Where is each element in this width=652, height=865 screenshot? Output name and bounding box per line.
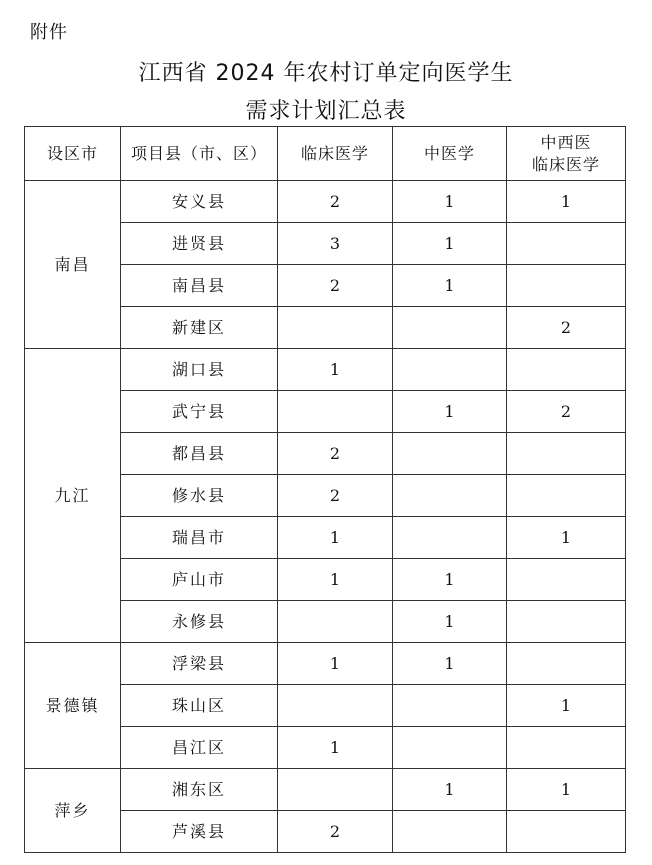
integrated-medicine-cell [507,223,626,265]
clinical-medicine-cell: 2 [278,265,393,307]
tcm-cell [393,349,507,391]
tcm-cell: 1 [393,769,507,811]
city-cell: 九江 [25,349,121,643]
integrated-medicine-cell [507,727,626,769]
integrated-medicine-cell [507,643,626,685]
integrated-medicine-cell: 2 [507,391,626,433]
tcm-cell: 1 [393,601,507,643]
table-header-row [25,127,626,181]
tcm-cell: 1 [393,643,507,685]
attachment-label: 附件 [30,22,68,43]
header-integrated-line1: 中西医 [540,132,592,152]
clinical-medicine-cell: 1 [278,349,393,391]
clinical-medicine-cell: 1 [278,727,393,769]
county-cell: 湘东区 [121,769,278,811]
integrated-medicine-cell [507,559,626,601]
county-cell: 修水县 [121,475,278,517]
table-body [25,181,626,853]
county-cell: 庐山市 [121,559,278,601]
clinical-medicine-cell: 3 [278,223,393,265]
clinical-medicine-cell: 2 [278,433,393,475]
clinical-medicine-cell [278,391,393,433]
integrated-medicine-cell [507,475,626,517]
city-cell: 景德镇 [25,643,121,769]
integrated-medicine-cell: 1 [507,517,626,559]
table-row [25,769,626,811]
tcm-cell: 1 [393,391,507,433]
integrated-medicine-cell [507,433,626,475]
tcm-cell [393,685,507,727]
county-cell: 珠山区 [121,685,278,727]
city-cell: 萍乡 [25,769,121,853]
county-cell: 浮梁县 [121,643,278,685]
tcm-cell [393,433,507,475]
header-clinical-medicine: 临床医学 [278,127,393,181]
demand-plan-table [24,126,626,853]
table-row [25,181,626,223]
tcm-cell: 1 [393,265,507,307]
integrated-medicine-cell: 1 [507,769,626,811]
integrated-medicine-cell [507,349,626,391]
tcm-cell [393,475,507,517]
clinical-medicine-cell [278,685,393,727]
county-cell: 昌江区 [121,727,278,769]
clinical-medicine-cell: 2 [278,475,393,517]
clinical-medicine-cell: 1 [278,559,393,601]
integrated-medicine-cell [507,265,626,307]
tcm-cell: 1 [393,559,507,601]
county-cell: 瑞昌市 [121,517,278,559]
integrated-medicine-cell [507,811,626,853]
integrated-medicine-cell: 2 [507,307,626,349]
clinical-medicine-cell [278,307,393,349]
tcm-cell [393,811,507,853]
clinical-medicine-cell: 2 [278,811,393,853]
table-row [25,643,626,685]
header-city: 设区市 [25,127,121,181]
header-county: 项目县（市、区） [121,127,278,181]
integrated-medicine-cell [507,601,626,643]
header-integrated-medicine [507,127,626,181]
header-tcm: 中医学 [393,127,507,181]
county-cell: 新建区 [121,307,278,349]
clinical-medicine-cell [278,601,393,643]
tcm-cell [393,517,507,559]
city-cell: 南昌 [25,181,121,349]
county-cell: 武宁县 [121,391,278,433]
county-cell: 进贤县 [121,223,278,265]
clinical-medicine-cell [278,769,393,811]
clinical-medicine-cell: 2 [278,181,393,223]
clinical-medicine-cell: 1 [278,517,393,559]
county-cell: 安义县 [121,181,278,223]
county-cell: 永修县 [121,601,278,643]
clinical-medicine-cell: 1 [278,643,393,685]
table-row [25,349,626,391]
tcm-cell: 1 [393,223,507,265]
integrated-medicine-cell: 1 [507,181,626,223]
county-cell: 南昌县 [121,265,278,307]
header-integrated-line2: 临床医学 [531,154,600,174]
tcm-cell [393,727,507,769]
document-subtitle: 需求计划汇总表 [245,99,407,124]
integrated-medicine-cell: 1 [507,685,626,727]
tcm-cell: 1 [393,181,507,223]
document-title: 江西省 2024 年农村订单定向医学生 [138,61,514,86]
tcm-cell [393,307,507,349]
county-cell: 湖口县 [121,349,278,391]
county-cell: 都昌县 [121,433,278,475]
county-cell: 芦溪县 [121,811,278,853]
